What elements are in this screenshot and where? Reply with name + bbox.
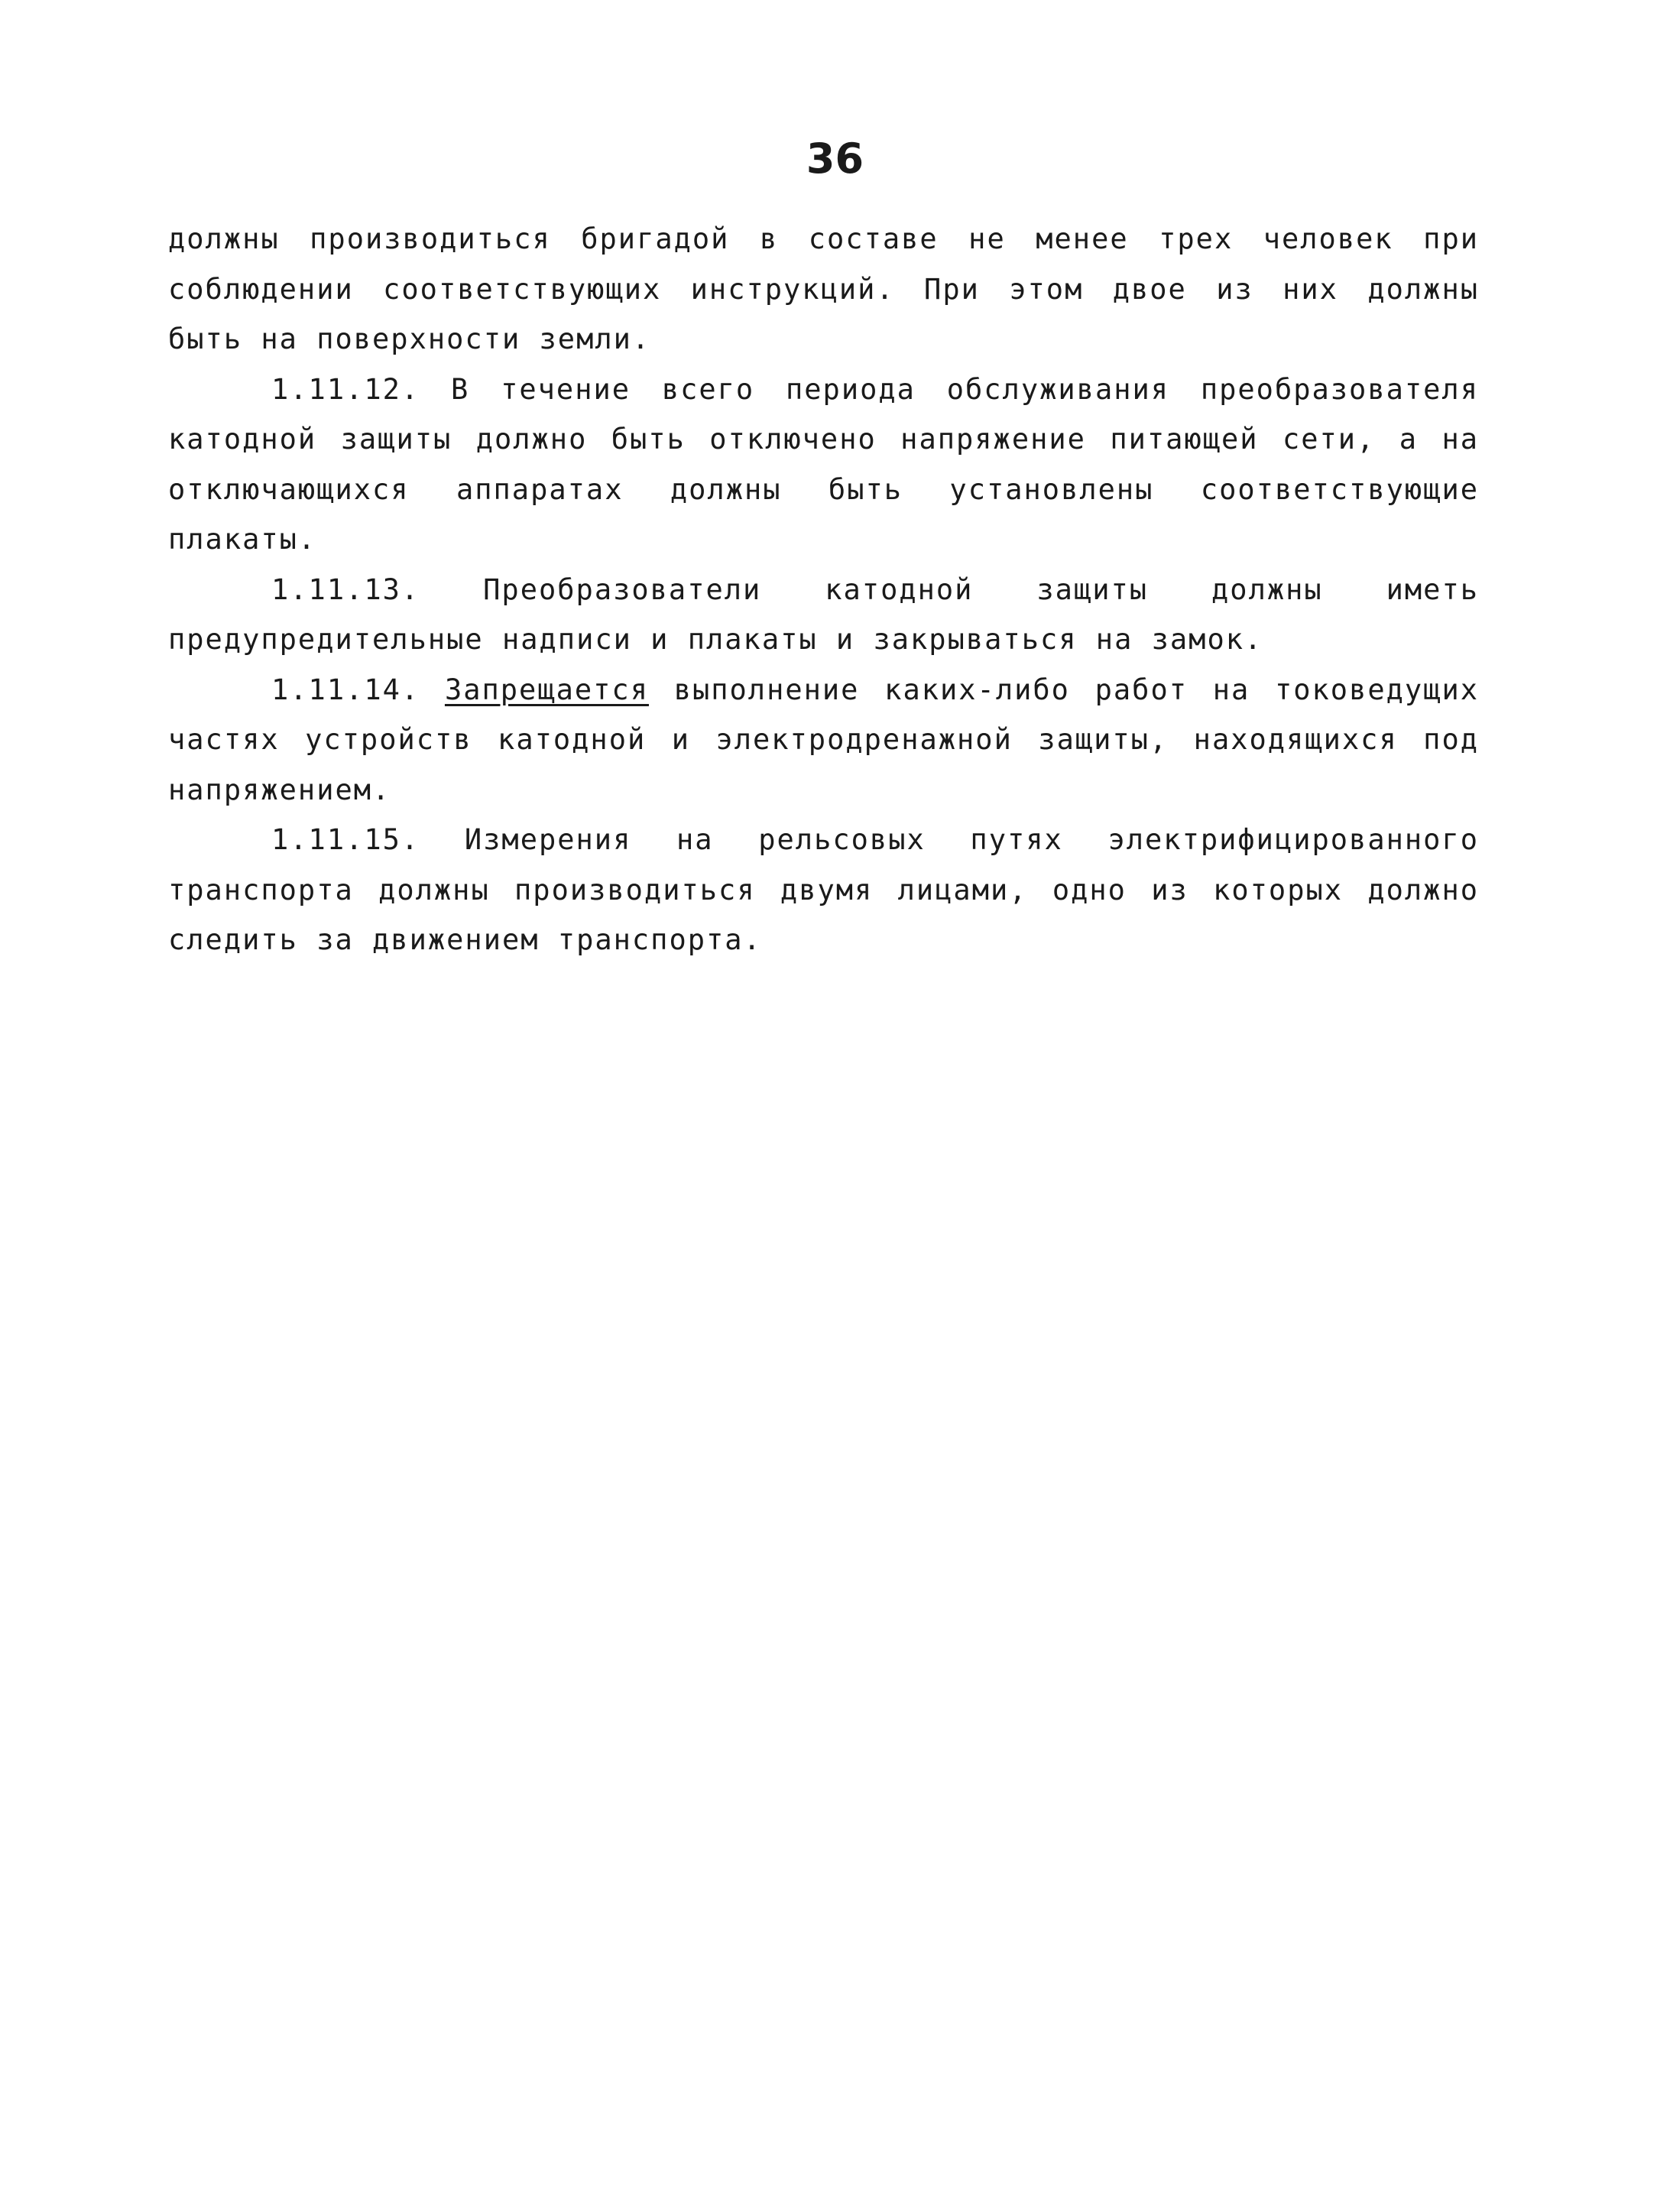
page-number: 36 [806,135,864,183]
document-body [168,214,1479,965]
paragraph-number: 1.11.14. [271,673,420,706]
paragraph-1-11-13: 1.11.13. Преобразователи катодной защиты должны иметь предупредительные надписи и плакаты и закрываться на замок. [168,572,1479,656]
emphasis-prohibited: Запрещается [444,673,649,706]
paragraph-1-11-12: 1.11.12. В течение всего периода обслуживания преобразователя катодной защиты должно быть отключено напряжение питающей сети, а на отключающихся аппаратах должны быть установлены соответствующие плакаты. [168,372,1479,556]
paragraph-continuation: должны производиться бригадой в составе не менее трех человек при соблюдении соответствующих инструкций. При этом двое из них должны быть на поверхности земли. [168,222,1479,355]
paragraph-1-11-15: 1.11.15. Измерения на рельсовых путях электрифицированного транспорта должны производиться двумя лицами, одно из которых должно следить за движением транспорта. [168,823,1479,956]
paragraph-text: выполнение каких-либо работ на токоведущих частях устройств катодной и электродренажной защиты, находящихся под напряжением. [168,673,1480,806]
paragraph-1-11-14 [168,665,1479,816]
